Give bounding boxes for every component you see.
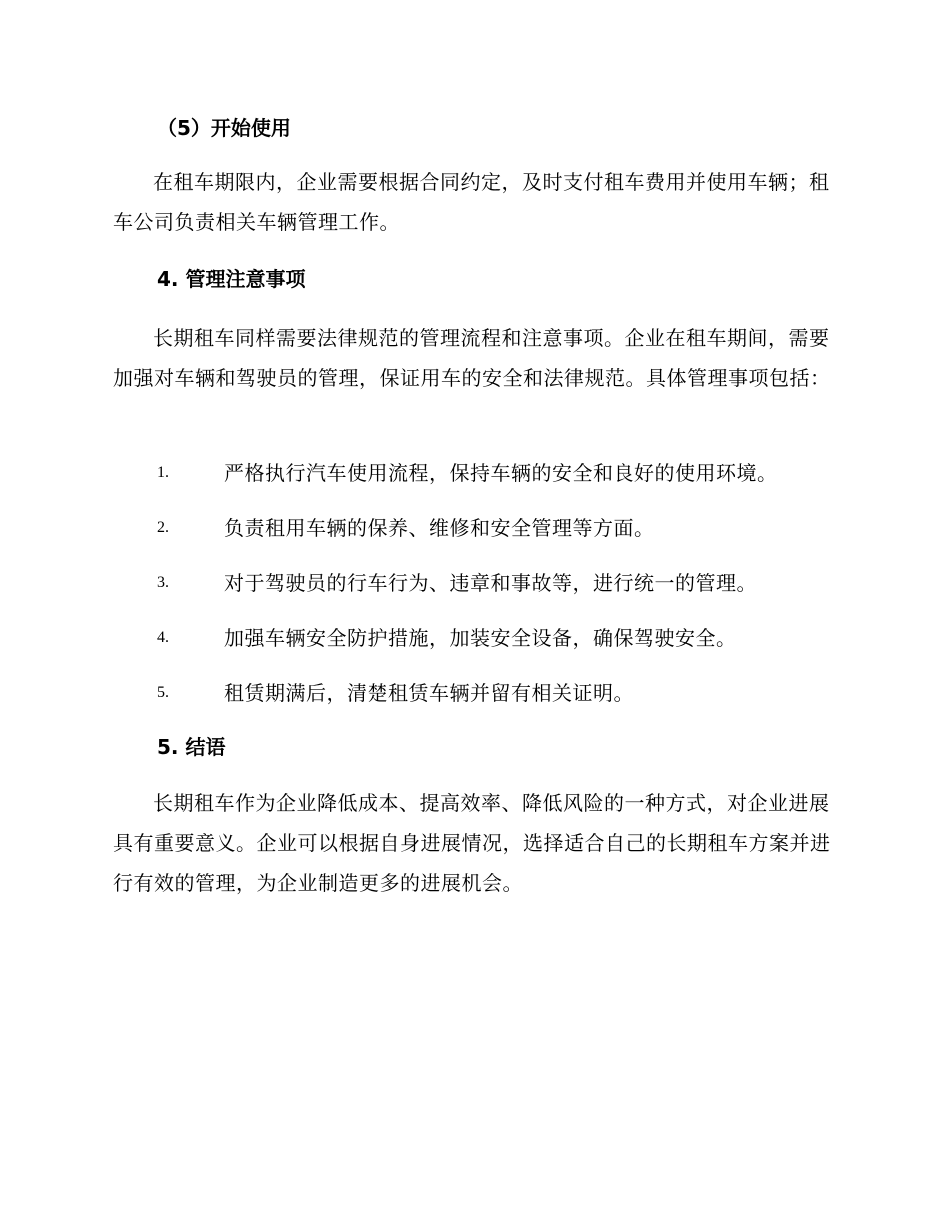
list-item [157, 514, 837, 542]
list-item [157, 459, 837, 487]
section-heading-conclusion: 5. 结语 [157, 735, 226, 759]
paragraph-start-use: 在租车期限内，企业需要根据合同约定，及时支付租车费用并使用车辆；租车公司负责相关车辆管理工作。 [113, 170, 830, 234]
list-item-number: 1. [157, 464, 169, 481]
list-item-number: 3. [157, 574, 169, 591]
list-item-number: 5. [157, 684, 169, 701]
list-item-text: 加强车辆安全防护措施，加装安全设备，确保驾驶安全。 [224, 626, 737, 650]
list-item-number: 4. [157, 629, 169, 646]
list-item [157, 679, 837, 707]
list-item-text: 严格执行汽车使用流程，保持车辆的安全和良好的使用环境。 [224, 461, 778, 485]
list-item-text: 负责租用车辆的保养、维修和安全管理等方面。 [224, 516, 655, 540]
list-item-text: 对于驾驶员的行车行为、违章和事故等，进行统一的管理。 [224, 571, 757, 595]
section-heading-start-use: （5）开始使用 [157, 116, 291, 140]
list-item [157, 624, 837, 652]
list-item-number: 2. [157, 519, 169, 536]
paragraph-conclusion: 长期租车作为企业降低成本、提高效率、降低风险的一种方式，对企业进展具有重要意义。企业可以根据自身进展情况，选择适合自己的长期租车方案并进行有效的管理，为企业制造更多的进展机会。 [113, 791, 831, 895]
section-heading-management-notes: 4. 管理注意事项 [157, 267, 306, 291]
list-item-text: 租赁期满后，清楚租赁车辆并留有相关证明。 [224, 681, 634, 705]
paragraph-management-notes: 长期租车同样需要法律规范的管理流程和注意事项。企业在租车期间，需要加强对车辆和驾驶员的管理，保证用车的安全和法律规范。具体管理事项包括： [113, 326, 831, 390]
list-item [157, 569, 837, 597]
